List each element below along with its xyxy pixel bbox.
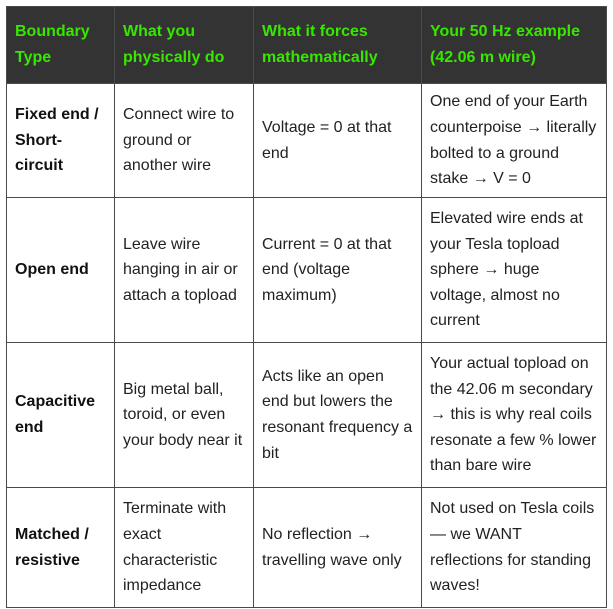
- cell-example: Elevated wire ends at your Tesla topload sphere → huge voltage, almost no current: [422, 198, 607, 343]
- cell-math-effect: No reflection → travelling wave only: [254, 488, 422, 608]
- table-row: [7, 488, 607, 608]
- cell-boundary-type: Open end: [7, 198, 115, 343]
- cell-math-effect: Acts like an open end but lowers the resonant frequency a bit: [254, 343, 422, 488]
- table-row: [7, 198, 607, 343]
- cell-math-effect: Voltage = 0 at that end: [254, 84, 422, 198]
- header-example: Your 50 Hz example (42.06 m wire): [422, 7, 607, 84]
- boundary-conditions-table: [6, 6, 607, 608]
- cell-boundary-type: Fixed end / Short-circuit: [7, 84, 115, 198]
- table-row: [7, 84, 607, 198]
- header-physical-action: What you physically do: [115, 7, 254, 84]
- table-header-row: [7, 7, 607, 84]
- cell-math-effect: Current = 0 at that end (voltage maximum): [254, 198, 422, 343]
- cell-physical-action: Leave wire hanging in air or attach a topload: [115, 198, 254, 343]
- cell-boundary-type: Matched / resistive: [7, 488, 115, 608]
- cell-example: Not used on Tesla coils — we WANT reflections for standing waves!: [422, 488, 607, 608]
- table-row: [7, 343, 607, 488]
- cell-physical-action: Terminate with exact characteristic impedance: [115, 488, 254, 608]
- header-boundary-type: Boundary Type: [7, 7, 115, 84]
- cell-physical-action: Connect wire to ground or another wire: [115, 84, 254, 198]
- boundary-table-container: [6, 6, 606, 608]
- cell-physical-action: Big metal ball, toroid, or even your body near it: [115, 343, 254, 488]
- cell-example: Your actual topload on the 42.06 m secondary → this is why real coils resonate a few % lower than bare wire: [422, 343, 607, 488]
- header-math-effect: What it forces mathematically: [254, 7, 422, 84]
- cell-example: One end of your Earth counterpoise → literally bolted to a ground stake → V = 0: [422, 84, 607, 198]
- cell-boundary-type: Capacitive end: [7, 343, 115, 488]
